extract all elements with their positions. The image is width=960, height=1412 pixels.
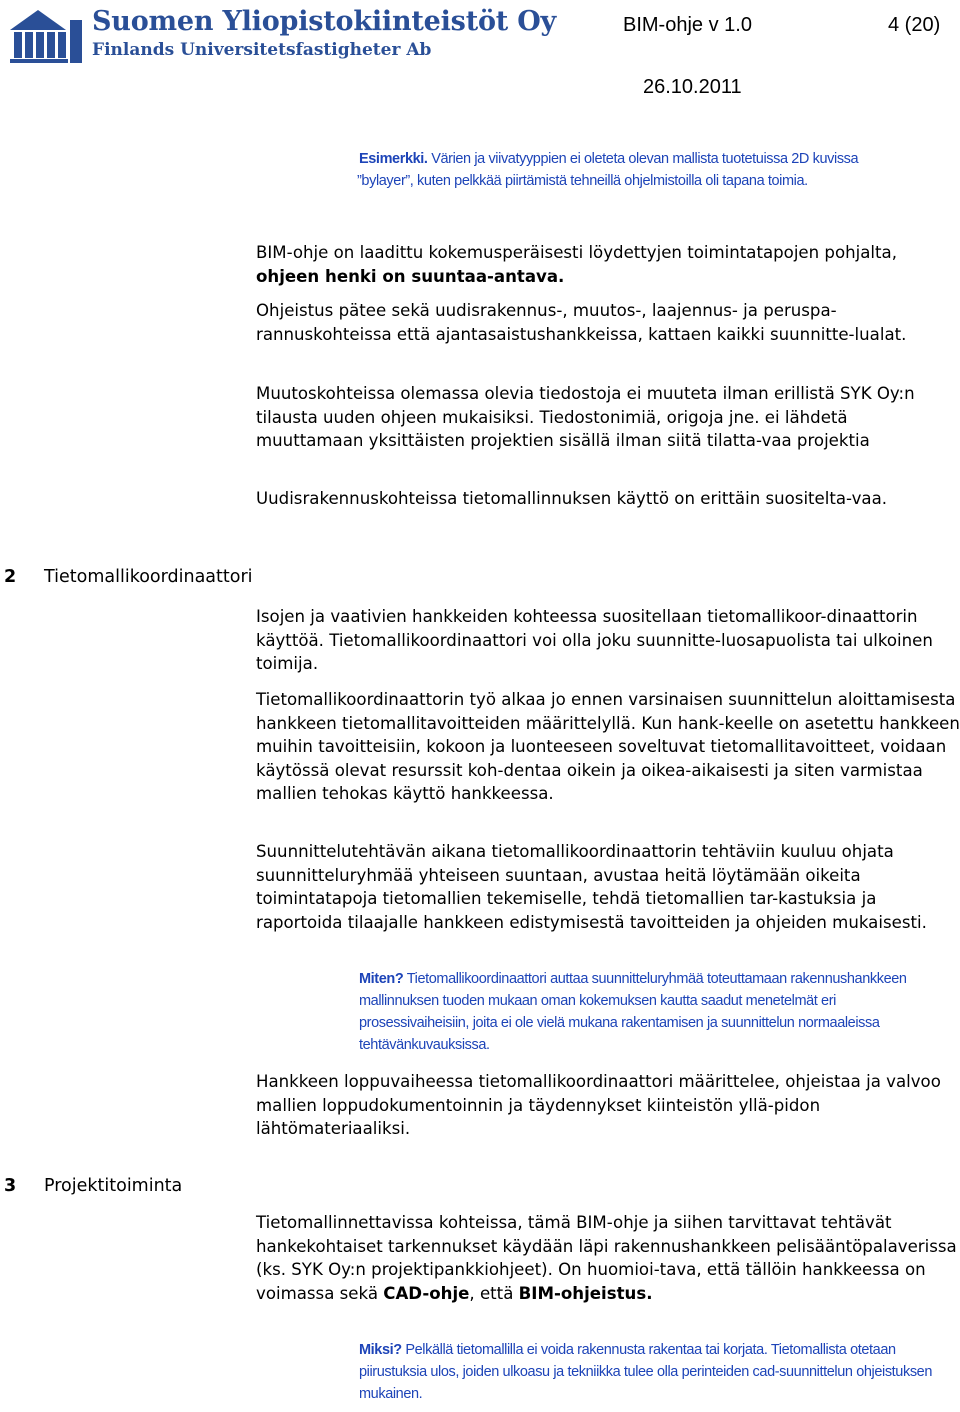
section-3-p1-text: Tietomallinnettavissa kohteissa, tämä BIM-ohje ja siihen tarvittavat tehtävät hankekohtaiset tarkennukset käydään läpi rakennushankkeen pelisääntöpalaverissa (ks. SYK Oy:n projektipankkiohjeet). On huomioi-tava, että tällöin hankkeessa on voimassa sekä xyxy=(256,1213,957,1303)
section-2-title: Tietomallikoordinaattori xyxy=(44,567,253,587)
intro-paragraph-2: Ohjeistus pätee sekä uudisrakennus-, muutos-, laajennus- ja peruspa-rannuskohteissa että ajantasaistushankkeissa, kattaen kaikki suunnitte-lualat. xyxy=(256,301,907,344)
intro-paragraph-4: Uudisrakennuskohteissa tietomallinnuksen käyttö on erittäin suositelta-vaa. xyxy=(256,489,888,508)
section-2-number: 2 xyxy=(4,567,17,587)
intro-p1-text: BIM-ohje on laadittu kokemusperäisesti löydettyjen toimintatapojen pohjalta, xyxy=(256,243,897,262)
section-3-number: 3 xyxy=(4,1176,17,1196)
section-3-bim-ohjeistus: BIM-ohjeistus. xyxy=(518,1283,653,1303)
intro-p1-bold: ohjeen henki on suuntaa-antava. xyxy=(256,266,565,286)
page-number: 4 (20) xyxy=(888,14,941,36)
example-note xyxy=(359,148,959,192)
document-date: 26.10.2011 xyxy=(643,76,742,98)
how-note-label: Miten? xyxy=(359,971,404,987)
section-2-paragraph-3: Suunnittelutehtävän aikana tietomallikoordinaattorin tehtäviin kuuluu ohjata suunnitteluryhmää yhteiseen suuntaan, avustaa heitä löytämään oikeita toimintatapoja tietomallien tekemiselle, tehdä tietomallien tar-kastuksia ja raportoida tilaajalle hankkeen edistymisestä tavoitteiden ja ohjeiden mukaisesti. xyxy=(256,842,927,932)
document-version: BIM-ohje v 1.0 xyxy=(623,14,752,36)
org-name-swedish: Finlands Universitetsfastigheter Ab xyxy=(92,40,432,60)
intro-paragraph-1 xyxy=(256,241,960,288)
section-3-paragraph-1 xyxy=(256,1211,960,1305)
intro-paragraph-3: Muutoskohteissa olemassa olevia tiedostoja ei muuteta ilman erillistä SYK Oy:n tilausta uuden ohjeen mukaisiksi. Tiedostonimiä, origoja jne. ei lähdetä muuttamaan yksittäisten projektien sisällä ilman siitä tilatta-vaa projektia xyxy=(256,384,915,450)
example-note-line2: ”bylayer”, kuten pelkkää piirtämistä tehneillä ohjelmistoilla oli tapana toimia. xyxy=(357,173,808,189)
section-3-p1-mid: , että xyxy=(469,1283,519,1303)
why-note xyxy=(359,1339,949,1405)
how-note-text: Tietomallikoordinaattori auttaa suunnitteluryhmää toteuttamaan rakennushankkeen mallinnuksen tuoden mukaan oman kokemuksen kautta saadut menetelmät eri prosessivaiheisiin, joita ei ole vielä mukana rakentamisen ja suunnittelun normaaleissa tehtävänkuvauksissa. xyxy=(359,971,907,1053)
section-2-heading xyxy=(4,567,253,587)
why-note-label: Miksi? xyxy=(359,1342,402,1358)
section-3-title: Projektitoiminta xyxy=(44,1176,183,1196)
how-note xyxy=(359,968,949,1056)
why-note-text: Pelkällä tietomallilla ei voida rakennusta rakentaa tai korjata. Tietomallista otetaan piirustuksia ulos, joiden ulkoasu ja tekniikka tulee olla perinteiden cad-suunnittelun ohjeistuksen mukainen. xyxy=(359,1342,932,1402)
section-3-heading xyxy=(4,1176,182,1196)
section-3-cad-ohje: CAD-ohje xyxy=(383,1283,470,1303)
university-building-icon xyxy=(8,8,84,64)
example-note-label: Esimerkki. xyxy=(359,151,428,167)
section-2-paragraph-4: Hankkeen loppuvaiheessa tietomallikoordinaattori määrittelee, ohjeistaa ja valvoo mallien loppudokumentoinnin ja täydennykset kiinteistön yllä-pidon lähtömateriaaliksi. xyxy=(256,1072,941,1138)
org-name-finnish: Suomen Yliopistokiinteistöt Oy xyxy=(92,6,557,37)
example-note-line1: Värien ja viivatyyppien ei oleteta olevan mallista tuotetuissa 2D kuvissa xyxy=(431,151,859,167)
section-2-paragraph-2: Tietomallikoordinaattorin työ alkaa jo ennen varsinaisen suunnittelun aloittamisesta hankkeen tietomallitavoitteiden määrittelyllä. Kun hank-keelle on asetettu hankkeen muihin tavoitteisiin, kokoon ja luonteeseen soveltuvat tietomallitavoitteet, voidaan käytössä olevat resurssit koh-dentaa oikein ja oikea-aikaisesti ja siten varmistaa mallien tehokas käyttö hankkeessa. xyxy=(256,690,960,803)
section-2-paragraph-1: Isojen ja vaativien hankkeiden kohteessa suositellaan tietomallikoor-dinaattorin käyttöä. Tietomallikoordinaattori voi olla joku suunnitte-luosapuolista tai ulkoinen toimija. xyxy=(256,607,933,673)
